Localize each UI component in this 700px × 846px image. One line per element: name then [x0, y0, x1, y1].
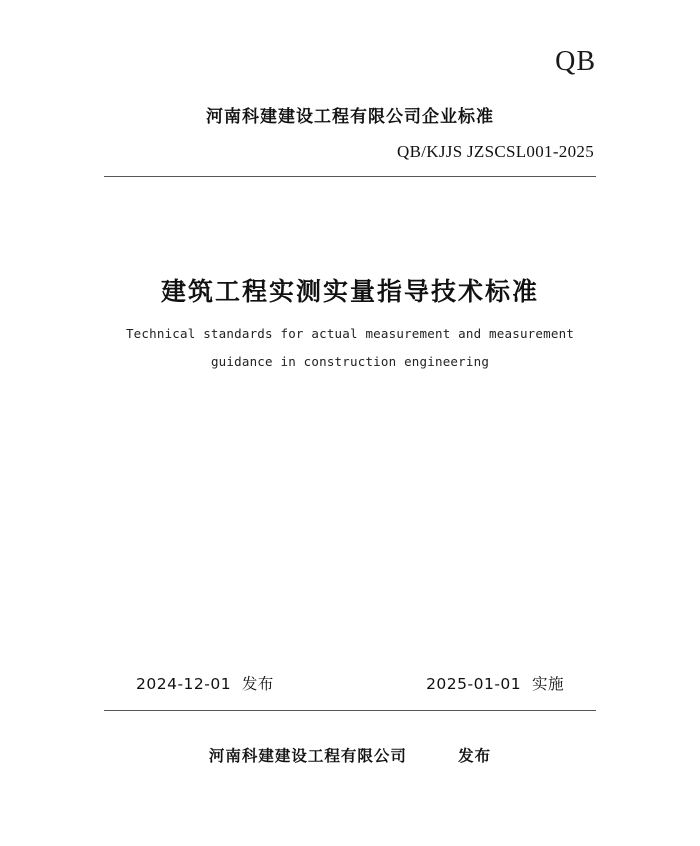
standard-code: QB/KJJS JZSCSL001-2025 [397, 142, 594, 161]
header-divider-rule [104, 176, 596, 177]
title-english-line-2: guidance in construction engineering [210, 354, 490, 369]
release-date: 2024-12-01 发布 [136, 675, 274, 693]
title-english-line-1: Technical standards for actual measurement and measurement [125, 326, 575, 341]
qb-standard-mark: QB [555, 46, 596, 77]
document-title-english [104, 320, 596, 376]
cover-sheet [104, 0, 596, 846]
effective-date: 2025-01-01 实施 [426, 675, 564, 693]
issuing-organization: 河南科建建设工程有限公司 发布 [208, 747, 492, 765]
footer-divider-rule [104, 710, 596, 711]
standard-organization-line: 河南科建建设工程有限公司企业标准 [206, 107, 494, 127]
dates-row [104, 672, 596, 694]
document-title-chinese: 建筑工程实测实量指导技术标准 [160, 277, 539, 306]
